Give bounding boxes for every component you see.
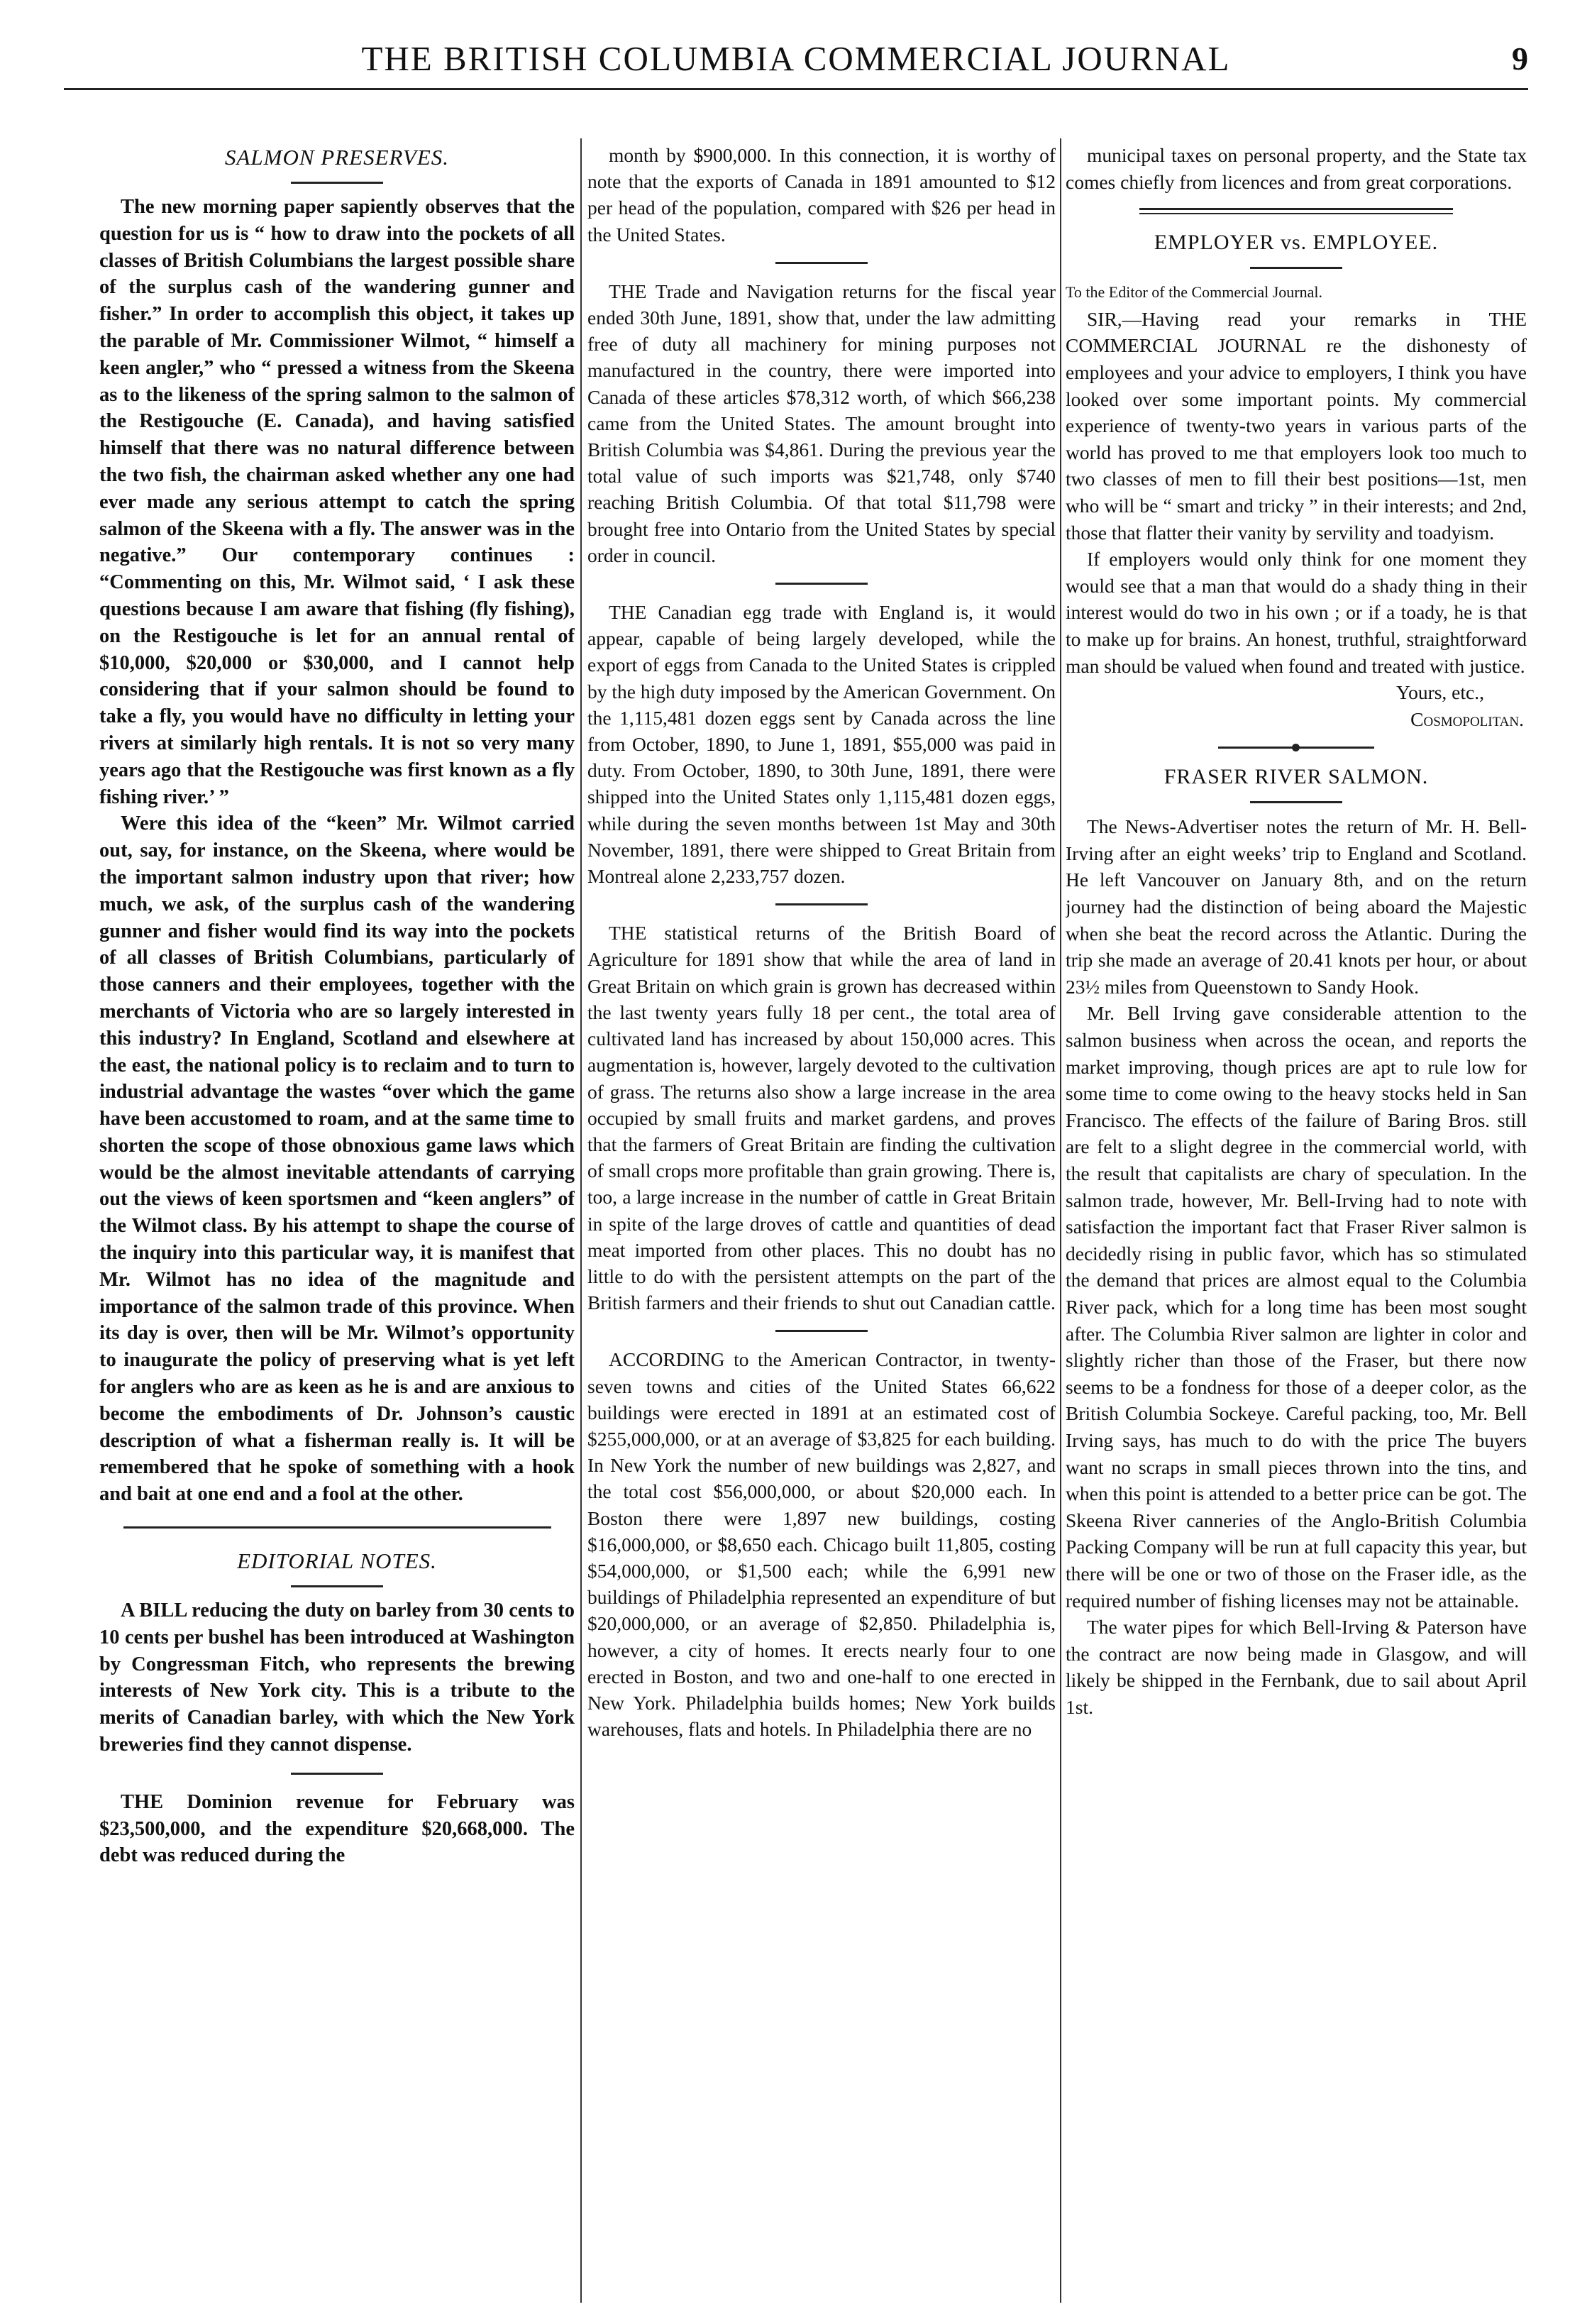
page-header: [64, 28, 1528, 85]
editorial-note: A BILL reducing the duty on barley from 30 cents to 10 cents per bushel has been introduced at Washington by Congressman Fitch, who represents the brewing interests of New York city. This is a tribute to the merits of Canadian barley, with which the New York breweries find they cannot dispense.: [99, 1599, 575, 1756]
header-rule: [64, 88, 1528, 90]
note-separator: [775, 1330, 868, 1332]
section-title-fraser-river-salmon: FRASER RIVER SALMON.: [1163, 765, 1429, 789]
section-divider: [1218, 747, 1374, 749]
article-paragraph: The News-Advertiser notes the return of Mr. H. Bell-Irving after an eight weeks’ trip to England and Scotland. He left Vancouver on January 8th, and on the return journey had the distinction of being aboard the Majestic when she beat the record across the Atlantic. During the trip she made an average of 20.41 knots per hour, or about 23½ miles from Queenstown to Sandy Hook.: [1066, 815, 1527, 998]
journal-title: THE BRITISH COLUMBIA COMMERCIAL JOURNAL: [361, 39, 1231, 78]
letter-closing: Yours, etc.,: [1395, 681, 1484, 704]
column-3: [1066, 142, 1527, 2299]
section-title-employer-employee: EMPLOYER vs. EMPLOYEE.: [1154, 231, 1439, 255]
article-paragraph: The water pipes for which Bell-Irving & Paterson have the contract are now being made in Glasgow, and will likely be shipped in the Fernbank, due to sail about April 1st.: [1066, 1616, 1527, 1718]
column-divider: [1060, 138, 1061, 2303]
article-paragraph: Mr. Bell Irving gave considerable attention to the salmon business when across the ocean, and reports the market improving, though prices are apt to rule low for some time to come owing to the heavy stocks held in San Francisco. The effects of the failure of Baring Bros. still are felt to a slight degree in the commercial world, with the result that capitalists are chary of speculation. In the salmon trade, however, Mr. Bell-Irving had to note with satisfaction the important fact that Fraser River salmon is decidedly rising in public favor, which has so stimulated the demand that prices are almost equal to the Columbia River pack, which for a long time has been most sought after. The Columbia River salmon are lighter in color and slightly richer than those of the Fraser, but there now seems to be a fondness for those of a deeper color, as the British Columbia Sockeye. Careful packing, too, Mr. Bell Irving says, has much to do with the price The buyers want no scraps in small pieces thrown into the tins, and when this point is attended to a better price can be got. The Skeena River canneries of the Anglo-British Columbia Packing Company will be run at full capacity this year, but there will be one or two of those on the Fraser idle, as the required number of fishing licenses may not be attainable.: [1066, 1002, 1527, 1612]
editorial-note: THE Trade and Navigation returns for the fiscal year ended 30th June, 1891, show that, under the law admitting free of duty all machinery for mining purposes not manufactured in the country, there were imported into Canada of these articles $78,312 worth, of which $66,238 came from the United States. The amount brought into British Columbia was $4,861. During the previous year the total value of such imports was $21,748, only $740 reaching British Columbia. Of that total $11,798 were brought free into Ontario from the United States by special order in council.: [587, 280, 1056, 566]
letter-signature: Cosmopolitan.: [1410, 707, 1524, 730]
title-rule: [291, 1585, 383, 1587]
editorial-note: ACCORDING to the American Contractor, in twenty-seven towns and cities of the United States 66,622 buildings were erected in 1891 at an estimated cost of $255,000,000, or at an average of $3,825 for each building. In New York the number of new buildings was 2,827, and the total cost $56,000,000, or about $20,000 each. In Boston there were 1,897 new buildings, costing $16,000,000, or $8,650 each. Chicago built 11,805, costing $54,000,000, or $1,500 each; while the 6,991 new buildings of Philadelphia represented an expenditure of but $20,000,000, or an average of $2,850. Philadelphia is, however, a city of homes. It erects nearly four to one erected in Boston, and two and one-half to one erected in New York. Philadelphia builds homes; New York builds warehouses, flats and hotels. In Philadelphia there are no: [587, 1348, 1056, 1741]
letter-paragraph: If employers would only think for one moment they would see that a man that would do a shady thing in their interest would do two in his own ; or if a toady, he is that to make up for brains. An honest, truthful, straightforward man should be valued when found and treated with justice.: [1066, 548, 1527, 677]
article-paragraph: Were this idea of the “keen” Mr. Wilmot carried out, say, for instance, on the Skeena, where would be the important salmon industry upon that river; how much, we ask, of the surplus cash of the wandering gunner and fisher would find its way into the pockets of all classes of British Columbians, particularly of those canners and their employees, together with the merchants of Victoria who are so largely interested in this industry? In England, Scotland and elsewhere at the east, the national policy is to reclaim and to turn to industrial advantage the wastes “over which the game have been accustomed to roam, and at the same time to shorten the scope of those obnoxious game laws which would be the almost inevitable attendants of carrying out the views of keen sportsmen and “keen anglers” of the Wilmot class. By his attempt to shape the course of the inquiry into this particular way, it is manifest that Mr. Wilmot has no idea of the magnitude and importance of the salmon trade of this province. When its day is over, then will be Mr. Wilmot’s opportunity to inaugurate the policy of preserving what is yet left for anglers who are as keen as he is and are anxious to become the embodiments of Dr. Johnson’s caustic description of what a fisherman really is. It will be remembered that he spoke of something with a hook and bait at one end and a fool at the other.: [99, 813, 575, 1506]
letter-paragraph: SIR,—Having read your remarks in THE COMMERCIAL JOURNAL re the dishonesty of employees and your advice to employers, I think you have looked over some important points. My commercial experience of twenty-two years in various parts of the world has proved to me that employers look too much to two classes of men to fill their best positions—1st, men who will be “ smart and tricky ” in their interests; and 2nd, those that flatter their vanity by servility and toadyism.: [1066, 307, 1527, 544]
article-paragraph: The new morning paper sapiently observes that the question for us is “ how to draw into the pockets of all classes of British Columbians the largest possible share of the surplus cash of the wandering gunner and fisher.” In order to accomplish this object, it takes up the parable of Mr. Commissioner Wilmot, “ himself a keen angler,” who “ pressed a witness from the Skeena as to the likeness of the spring salmon to the salmon of the Restigouche (E. Canada), and having satisfied himself that there was no natural difference between the two fish, the chairman asked whether any one had ever made any serious attempt to catch the spring salmon of the Skeena with a fly. The answer was in the negative.” Our contemporary continues : “Commenting on this, Mr. Wilmot said, ‘ I ask these questions because I am aware that fishing (fly fishing), on the Restigouche is let for an annual rental of $10,000, $20,000 or $30,000, and I cannot help considering that if your salmon should be found to take a fly, you would have no difficulty in letting your rivers at similarly high rentals. It is not so very many years ago that the Restigouche was first known as a fly fishing river.’ ”: [99, 196, 575, 808]
note-separator: [775, 903, 868, 905]
column-2: [587, 142, 1056, 2299]
editorial-note: THE statistical returns of the British Board of Agriculture for 1891 show that while the area of land in Great Britain on which grain is grown has decreased within the last twenty years fully 18 per cent., the total area of cultivated land has increased by about 150,000 acres. This augmentation is, however, largely devoted to the cultivation of grass. The returns also show a large increase in the area occupied by small fruits and market gardens, and proves that the farmers of Great Britain are finding the cultivation of small crops more profitable than grain growing. There is, too, a large increase in the number of cattle in Great Britain in spite of the large droves of cattle and quantities of dead meat imported from other places. This no doubt has no little to do with the persistent attempts on the part of the British farmers and their friends to shut out Canadian cattle.: [587, 922, 1056, 1314]
note-separator: [775, 583, 868, 585]
section-divider: [1139, 208, 1453, 214]
title-rule: [1250, 801, 1342, 803]
editorial-note: THE Dominion revenue for February was $23,500,000, and the expenditure $20,668,000. The debt was reduced during the: [99, 1790, 575, 1867]
section-divider: [123, 1526, 551, 1529]
page-number: 9: [1512, 40, 1528, 77]
note-separator: [775, 262, 868, 264]
section-title-editorial-notes: EDITORIAL NOTES.: [237, 1548, 437, 1574]
editorial-note: month by $900,000. In this connection, it is worthy of note that the exports of Canada in 1891 amounted to $12 per head of the population, compared with $26 per head in the United States.: [587, 144, 1056, 246]
column-1: [99, 142, 575, 2299]
column-divider: [580, 138, 582, 2303]
editorial-note: municipal taxes on personal property, and the State tax comes chiefly from licences and from great corporations.: [1066, 144, 1527, 193]
title-rule: [291, 182, 383, 184]
section-title-salmon-preserves: SALMON PRESERVES.: [224, 145, 450, 170]
editorial-note: THE Canadian egg trade with England is, it would appear, capable of being largely developed, while the export of eggs from Canada to the United States is crippled by the high duty imposed by the American Government. On the 1,115,481 dozen eggs sent by Canada across the line from October, 1890, to June 1, 1891, $55,000 was paid in duty. From October, 1890, to 30th June, 1891, there were shipped into the United States only 1,115,481 dozen eggs, while during the seven months between 1st May and 30th November, 1891, there were shipped to Great Britain from Montreal alone 2,233,757 dozen.: [587, 601, 1056, 888]
letter-address: To the Editor of the Commercial Journal.: [1066, 283, 1322, 302]
note-separator: [291, 1773, 383, 1775]
title-rule: [1250, 267, 1342, 269]
